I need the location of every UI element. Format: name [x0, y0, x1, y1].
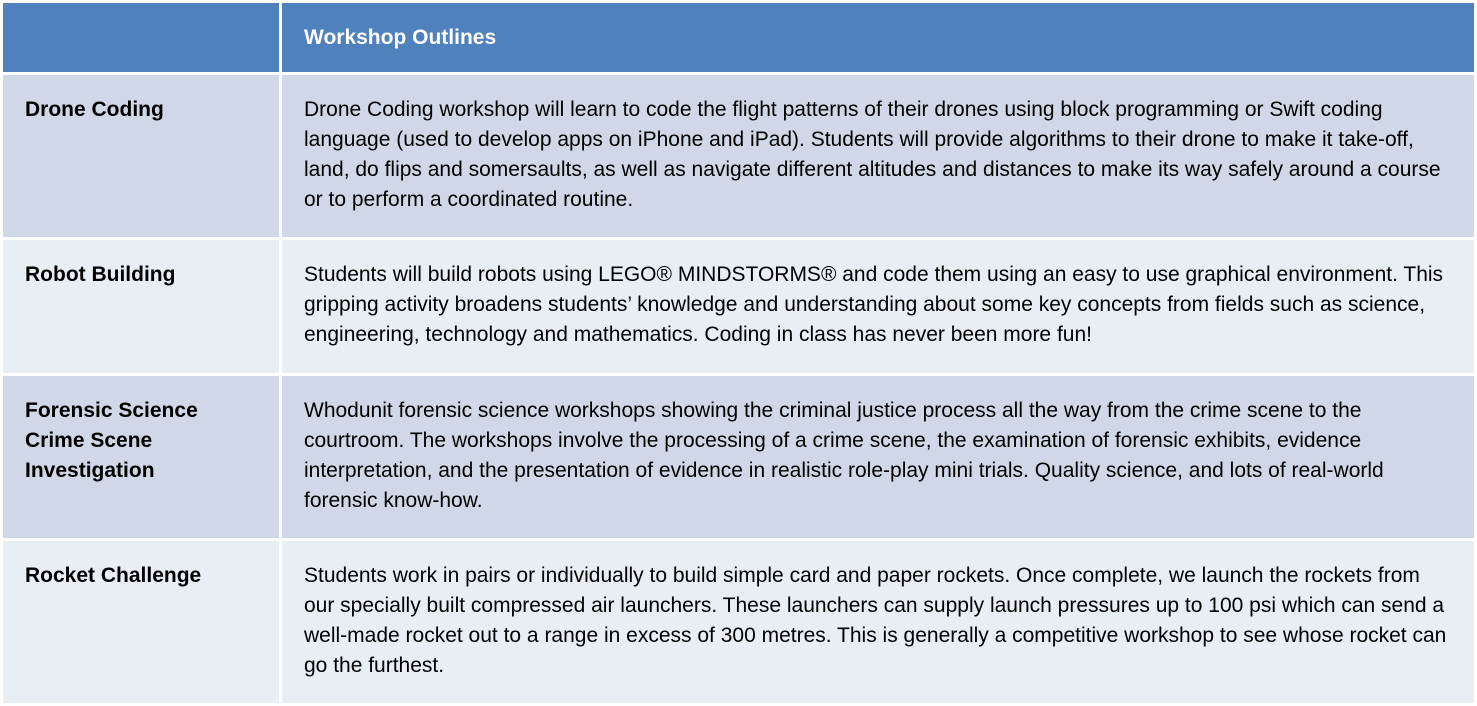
workshop-name: Forensic Science Crime Scene Investigation — [25, 399, 198, 482]
workshop-description-cell — [281, 239, 1476, 375]
table-row — [2, 239, 1476, 375]
workshop-name: Drone Coding — [25, 98, 164, 121]
header-outlines-cell — [281, 2, 1476, 74]
workshop-name-cell — [2, 375, 281, 540]
workshop-description-cell — [281, 74, 1476, 239]
table-row — [2, 74, 1476, 239]
workshop-description: Students will build robots using LEGO® MINDSTORMS® and code them using an easy to use graphical environment. This gripping activity broadens students’ knowledge and understanding about some key concepts from fields such as science, engineering, technology and mathematics. Coding in class has never been more fun! — [304, 263, 1444, 346]
workshop-name: Robot Building — [25, 263, 176, 286]
workshop-description: Drone Coding workshop will learn to code the flight patterns of their drones using block programming or Swift coding language (used to develop apps on iPhone and iPad). Students will provide algorithms to their drone to make it take-off, land, do flips and somersaults, as well as navigate different altitudes and distances to make its way safely around a course or to perform a coordinated routine. — [304, 98, 1441, 211]
workshop-name-cell — [2, 239, 281, 375]
header-name-cell — [2, 2, 281, 74]
table-header-row — [2, 2, 1476, 74]
workshop-description-cell — [281, 540, 1476, 705]
workshop-description-cell — [281, 375, 1476, 540]
workshop-name: Rocket Challenge — [25, 564, 202, 587]
workshop-description: Students work in pairs or individually to build simple card and paper rockets. Once complete, we launch the rockets from our specially built compressed air launchers. These launchers can supply launch pressures up to 100 psi which can send a well-made rocket out to a range in excess of 300 metres. This is generally a competitive workshop to see whose rocket can go the furthest. — [304, 564, 1447, 677]
header-title: Workshop Outlines — [304, 25, 497, 49]
workshop-name-cell — [2, 74, 281, 239]
table-row — [2, 540, 1476, 705]
table-row — [2, 375, 1476, 540]
workshop-description: Whodunit forensic science workshops showing the criminal justice process all the way from the crime scene to the courtroom. The workshops involve the processing of a crime scene, the examination of forensic exhibits, evidence interpretation, and the presentation of evidence in realistic role-play mini trials. Quality science, and lots of real-world forensic know-how. — [304, 399, 1384, 512]
workshop-name-cell — [2, 540, 281, 705]
